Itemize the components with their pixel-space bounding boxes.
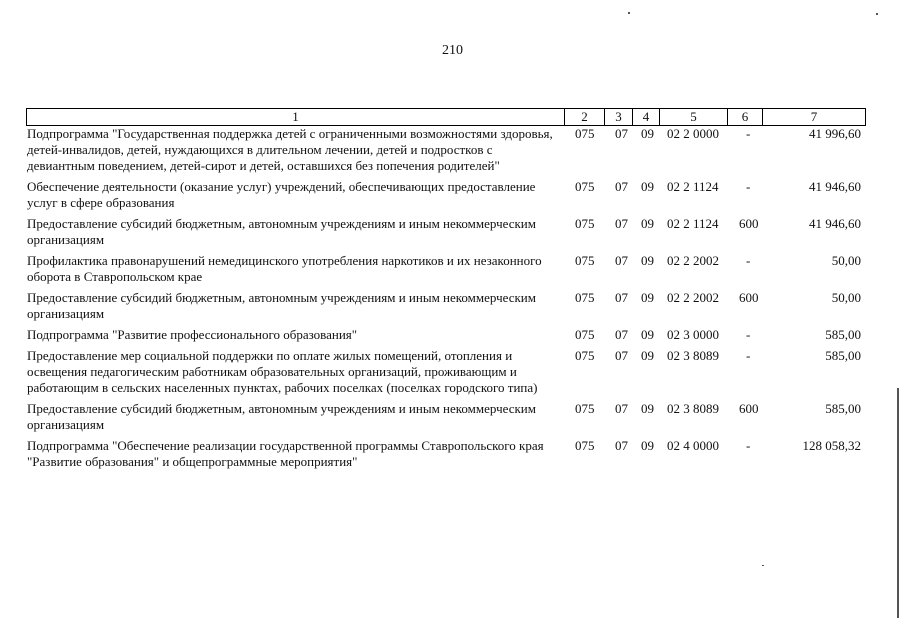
row-name: Предоставление субсидий бюджетным, автономным учреждениям и иным некоммерческим организациям xyxy=(27,216,536,247)
row-name: Предоставление мер социальной поддержки по оплате жилых помещений, отопления и освещения педагогическим работникам образовательных организаций, проживающим и работающим в сельских населенных пунктах, рабочих поселках (поселках городского типа) xyxy=(27,348,538,395)
table-row xyxy=(27,348,887,396)
row-code-expense-type: - xyxy=(746,348,751,363)
row-code-target: 02 2 0000 xyxy=(667,126,719,141)
row-code-section: 07 xyxy=(615,253,628,268)
table-row xyxy=(27,253,887,285)
row-amount: 41 996,60 xyxy=(809,126,861,141)
row-code-subsection: 09 xyxy=(641,327,654,342)
table-row xyxy=(27,290,887,322)
row-code-section: 07 xyxy=(615,438,628,453)
row-code-target: 02 3 8089 xyxy=(667,348,719,363)
column-header-6: 6 xyxy=(728,109,763,126)
column-header-2: 2 xyxy=(565,109,605,126)
row-code-ministry: 075 xyxy=(575,401,595,416)
row-code-subsection: 09 xyxy=(641,348,654,363)
row-code-ministry: 075 xyxy=(575,348,595,363)
row-code-section: 07 xyxy=(615,216,628,231)
row-code-subsection: 09 xyxy=(641,253,654,268)
row-name: Предоставление субсидий бюджетным, автономным учреждениям и иным некоммерческим организациям xyxy=(27,290,536,321)
row-amount: 585,00 xyxy=(825,401,861,416)
row-code-ministry: 075 xyxy=(575,327,595,342)
table-row xyxy=(27,401,887,433)
row-code-subsection: 09 xyxy=(641,290,654,305)
row-code-ministry: 075 xyxy=(575,290,595,305)
row-code-ministry: 075 xyxy=(575,216,595,231)
column-header-5: 5 xyxy=(660,109,728,126)
row-amount: 50,00 xyxy=(831,253,861,268)
row-code-section: 07 xyxy=(615,290,628,305)
row-code-ministry: 075 xyxy=(575,126,595,141)
column-header-row xyxy=(27,109,866,126)
row-code-target: 02 2 1124 xyxy=(667,179,719,194)
row-amount: 585,00 xyxy=(825,327,861,342)
row-amount: 585,00 xyxy=(825,348,861,363)
row-code-expense-type: 600 xyxy=(739,401,759,416)
row-code-target: 02 2 1124 xyxy=(667,216,719,231)
row-name: Профилактика правонарушений немедицинского употребления наркотиков и их незаконного оборота в Ставропольском крае xyxy=(27,253,542,284)
table-row xyxy=(27,179,887,211)
page-number: 210 xyxy=(442,43,463,58)
row-name: Предоставление субсидий бюджетным, автономным учреждениям и иным некоммерческим организациям xyxy=(27,401,536,432)
row-amount: 128 058,32 xyxy=(802,438,861,453)
row-code-section: 07 xyxy=(615,179,628,194)
column-header-1: 1 xyxy=(27,109,565,126)
row-code-target: 02 3 0000 xyxy=(667,327,719,342)
scan-speck xyxy=(628,12,630,14)
row-code-expense-type: 600 xyxy=(739,290,759,305)
row-code-target: 02 4 0000 xyxy=(667,438,719,453)
row-name: Подпрограмма "Обеспечение реализации государственной программы Ставропольского края "Развитие образования" и общепрограммные мероприятия" xyxy=(27,438,544,469)
row-code-ministry: 075 xyxy=(575,179,595,194)
row-code-ministry: 075 xyxy=(575,253,595,268)
row-code-expense-type: - xyxy=(746,126,751,141)
scan-edge-line xyxy=(897,388,899,618)
scan-speck xyxy=(876,13,878,15)
row-code-subsection: 09 xyxy=(641,179,654,194)
column-header-table xyxy=(26,108,866,126)
row-code-section: 07 xyxy=(615,126,628,141)
row-code-expense-type: - xyxy=(746,179,751,194)
row-amount: 50,00 xyxy=(831,290,861,305)
table-row xyxy=(27,126,887,174)
budget-rows xyxy=(27,126,887,475)
table-row xyxy=(27,327,887,343)
row-code-section: 07 xyxy=(615,401,628,416)
row-code-expense-type: 600 xyxy=(739,216,759,231)
column-header-3: 3 xyxy=(605,109,633,126)
row-code-subsection: 09 xyxy=(641,216,654,231)
row-amount: 41 946,60 xyxy=(809,179,861,194)
row-name: Подпрограмма "Развитие профессионального образования" xyxy=(27,327,358,342)
column-header-4: 4 xyxy=(633,109,660,126)
row-code-expense-type: - xyxy=(746,327,751,342)
column-header-7: 7 xyxy=(763,109,866,126)
row-name: Подпрограмма "Государственная поддержка детей с ограниченными возможностями здоровья, детей-инвалидов, детей, нуждающихся в длительном лечении, детей и подростков с девиантным поведением, детей-сирот и детей, оставшихся без попечения родителей" xyxy=(27,126,553,173)
row-code-subsection: 09 xyxy=(641,438,654,453)
row-name: Обеспечение деятельности (оказание услуг) учреждений, обеспечивающих предоставление услуг в сфере образования xyxy=(27,179,536,210)
row-code-expense-type: - xyxy=(746,253,751,268)
row-code-target: 02 2 2002 xyxy=(667,253,719,268)
table-row xyxy=(27,438,887,470)
row-amount: 41 946,60 xyxy=(809,216,861,231)
row-code-target: 02 2 2002 xyxy=(667,290,719,305)
table-row xyxy=(27,216,887,248)
row-code-section: 07 xyxy=(615,327,628,342)
row-code-subsection: 09 xyxy=(641,401,654,416)
row-code-target: 02 3 8089 xyxy=(667,401,719,416)
scan-speck xyxy=(762,565,764,566)
row-code-expense-type: - xyxy=(746,438,751,453)
row-code-ministry: 075 xyxy=(575,438,595,453)
row-code-section: 07 xyxy=(615,348,628,363)
row-code-subsection: 09 xyxy=(641,126,654,141)
